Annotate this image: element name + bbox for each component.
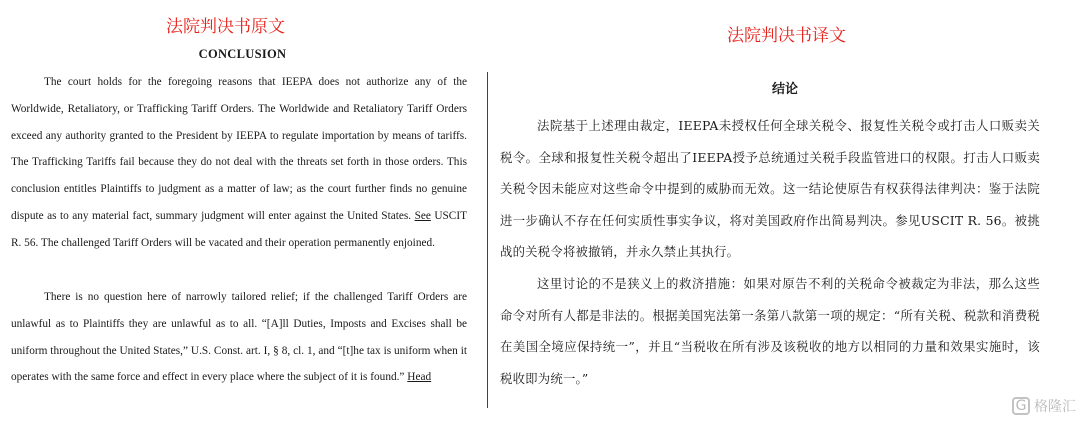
conclusion-paragraph-1-zh: 法院基于上述理由裁定，IEEPA未授权任何全球关税令、报复性关税令或打击人口贩卖关税令。全球和报复性关税令超出了IEEPA授予总统通过关税手段监管进口的权限。打击人口贩卖关税令因未能应对这些命令中提到的威胁而无效。这一结论使原告有权获得法律判决：鉴于法院进一步确认不存在任何实质性事实争议，将对美国政府作出简易判决。参见USCIT R. 56。被挑战的关税令将被撤销，并永久禁止其执行。 (500, 118, 1040, 259)
conclusion-heading-zh: 结论 (771, 82, 798, 97)
translated-text-tag: 法院判决书译文 (727, 26, 846, 46)
original-judgment-panel (0, 0, 485, 421)
gelonghui-logo-icon: G (1012, 397, 1030, 415)
watermark-text: 格隆汇 (1034, 399, 1076, 415)
watermark (1012, 396, 1076, 416)
translated-judgment-panel (490, 0, 1080, 421)
original-text-tag: 法院判决书原文 (166, 17, 285, 37)
paragraph-1-text-b: USCIT R. 56. The challenged Tariff Orders will be vacated and their operation permanently enjoined. (11, 209, 467, 249)
panel-divider (487, 72, 488, 408)
conclusion-paragraph-2-zh: 这里讨论的不是狭义上的救济措施：如果对原告不利的关税命令被裁定为非法，那么这些命令对所有人都是非法的。根据美国宪法第一条第八款第一项的规定：“所有关税、税款和消费税在美国全境应保持统一”，并且“当税收在所有涉及该税收的地方以相同的力量和效果实施时，该税收即为统一。” (500, 276, 1040, 386)
see-citation-signal: See (414, 209, 431, 222)
paragraph-1-text-a: The court holds for the foregoing reasons that IEEPA does not authorize any of the Worldwide, Retaliatory, or Trafficking Tariff Orders. The Worldwide and Retaliatory Tariff Orders exceed any authority granted to the President by IEEPA to regulate importation by means of tariffs. The Trafficking Tariffs fail because they do not deal with the threats set forth in those orders. This conclusion entitles Plaintiffs to judgment as a matter of law; as the court further finds no genuine dispute as to any material fact, summary judgment will enter against the United States. (11, 76, 467, 222)
head-citation: Head (407, 371, 432, 384)
conclusion-heading: CONCLUSION (198, 47, 287, 61)
paragraph-2-text: There is no question here of narrowly tailored relief; if the challenged Tariff Orders are unlawful as to Plaintiffs they are unlawful as to all. “[A]ll Duties, Imposts and Excises shall be uniform throughout the United States,” U.S. Const. art. I, § 8, cl. 1, and “[t]he tax is uniform when it operates with the same force and effect in every place where the subject of it is found.” (11, 291, 467, 384)
conclusion-paragraph-2 (11, 284, 467, 391)
conclusion-paragraph-1 (11, 69, 467, 257)
